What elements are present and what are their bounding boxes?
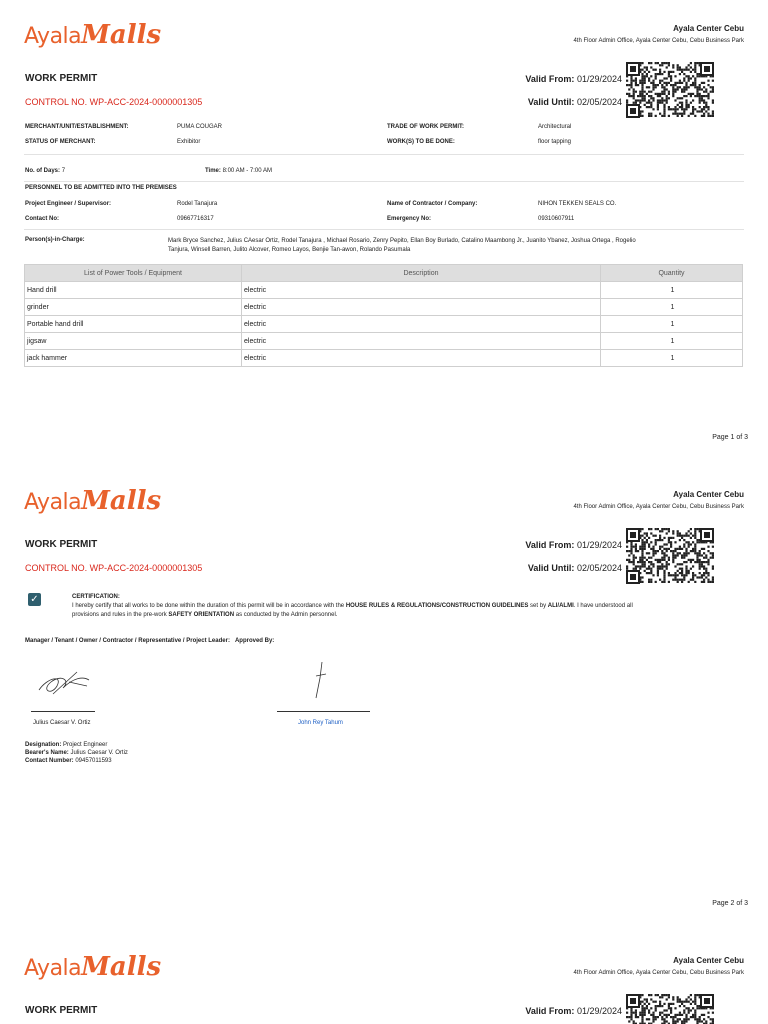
cell-tool: Hand drill — [25, 282, 242, 299]
signer-name: Julius Caesar V. Ortiz — [33, 720, 91, 726]
approver-name: John Rey Tahum — [298, 720, 343, 726]
pic-label: Person(s)-in-Charge: — [25, 237, 85, 243]
merchant-value: PUMA COUGAR — [177, 124, 223, 130]
status-value: Exhibitor — [177, 139, 201, 145]
contractor-label: Name of Contractor / Company: — [387, 201, 478, 207]
cell-quantity: 1 — [601, 350, 743, 367]
cell-description: electric — [242, 316, 601, 333]
engineer-label: Project Engineer / Supervisor: — [25, 201, 112, 207]
trade-value: Architectural — [538, 124, 572, 130]
merchant-label: MERCHANT/UNIT/ESTABLISHMENT: — [25, 124, 129, 130]
cell-tool: jack hammer — [25, 350, 242, 367]
personnel-section-title: PERSONNEL TO BE ADMITTED INTO THE PREMISES — [25, 185, 177, 191]
certification-text: I hereby certify that all works to be done within the duration of this permit will be in accordance with the HOUSE RULES & REGULATIONS/CONSTRUCTION GUIDELINES set by ALI/ALMI. I have understood all — [72, 603, 633, 609]
cell-description: electric — [242, 350, 601, 367]
divider — [24, 154, 744, 155]
table-row — [25, 350, 743, 367]
qr-code — [626, 528, 714, 584]
ayala-malls-logo: AyalaMalls — [24, 20, 162, 50]
engineer-value: Rodel Tanajura — [177, 201, 218, 207]
divider — [24, 229, 744, 230]
header-center-info — [424, 956, 744, 976]
page-title: WORK PERMIT — [25, 539, 98, 550]
cell-quantity: 1 — [601, 333, 743, 350]
trade-label: TRADE OF WORK PERMIT: — [387, 124, 464, 130]
contact-value: 09667716317 — [177, 216, 214, 222]
emergency-value: 09310607911 — [538, 216, 575, 222]
signature-image — [33, 660, 97, 704]
center-name: Ayala Center Cebu — [673, 956, 744, 965]
center-name: Ayala Center Cebu — [673, 24, 744, 33]
qr-code — [626, 994, 714, 1024]
cell-quantity: 1 — [601, 282, 743, 299]
valid-from: Valid From: 01/29/2024 — [525, 1006, 622, 1016]
page-title: WORK PERMIT — [25, 73, 98, 84]
cell-tool: jigsaw — [25, 333, 242, 350]
status-label: STATUS OF MERCHANT: — [25, 139, 96, 145]
ayala-malls-logo: AyalaMalls — [24, 486, 162, 516]
table-row — [25, 316, 743, 333]
ayala-malls-logo: AyalaMalls — [24, 952, 162, 982]
contact-label: Contact No: — [25, 216, 59, 222]
days-field: No. of Days: 7 — [25, 168, 66, 174]
cell-quantity: 1 — [601, 299, 743, 316]
center-address: 4th Floor Admin Office, Ayala Center Cebu, Cebu Business Park — [573, 504, 744, 510]
works-label: WORK(S) TO BE DONE: — [387, 139, 455, 145]
time-field: Time: 8:00 AM - 7:00 AM — [205, 168, 272, 174]
page-title: WORK PERMIT — [25, 1005, 98, 1016]
table-row — [25, 282, 743, 299]
cell-quantity: 1 — [601, 316, 743, 333]
divider — [24, 181, 744, 182]
center-address: 4th Floor Admin Office, Ayala Center Cebu, Cebu Business Park — [573, 38, 744, 44]
signature-line — [31, 711, 95, 712]
bearer-details: Designation: Project Engineer Bearer's Name: Julius Caesar V. Ortiz Contact Number: 09457011593 — [25, 742, 128, 764]
center-address: 4th Floor Admin Office, Ayala Center Cebu, Cebu Business Park — [573, 970, 744, 976]
cell-description: electric — [242, 282, 601, 299]
certification-title: CERTIFICATION: — [72, 594, 120, 600]
cell-tool: Portable hand drill — [25, 316, 242, 333]
header-center-info — [424, 24, 744, 44]
cell-tool: grinder — [25, 299, 242, 316]
certification-text-cont: provisions and rules in the pre-work SAFETY ORIENTATION as conducted by the Admin personnel. — [72, 612, 338, 618]
col-header-tools: List of Power Tools / Equipment — [25, 265, 242, 282]
contractor-value: NIHON TEKKEN SEALS CO. — [538, 201, 617, 207]
cell-description: electric — [242, 333, 601, 350]
valid-from: Valid From: 01/29/2024 — [525, 74, 622, 84]
table-row — [25, 333, 743, 350]
qr-code — [626, 62, 714, 118]
center-name: Ayala Center Cebu — [673, 490, 744, 499]
certification-block — [72, 593, 732, 620]
signatories-heading: Manager / Tenant / Owner / Contractor / Representative / Project Leader: Approved By: — [25, 638, 275, 644]
table-row — [25, 299, 743, 316]
page-number: Page 2 of 3 — [712, 900, 748, 907]
tools-table — [24, 264, 743, 367]
valid-until: Valid Until: 02/05/2024 — [527, 563, 622, 573]
cell-description: electric — [242, 299, 601, 316]
valid-from: Valid From: 01/29/2024 — [525, 540, 622, 550]
header-center-info — [424, 490, 744, 510]
approver-signature-line — [277, 711, 370, 712]
works-value: floor tapping — [538, 139, 572, 145]
col-header-description: Description — [242, 265, 601, 282]
approver-signature-image — [306, 660, 336, 700]
col-header-quantity: Quantity — [601, 265, 743, 282]
emergency-label: Emergency No: — [387, 216, 432, 222]
control-number: CONTROL NO. WP-ACC-2024-0000001305 — [25, 563, 203, 573]
page-number: Page 1 of 3 — [712, 434, 748, 441]
certification-checkbox[interactable]: ✓ — [28, 593, 41, 606]
pic-value: Mark Bryce Sanchez, Julius CAesar Ortiz, Rodel Tanajura , Michael Rosario, Zenry Pepito, Ellan Boy Burlado, Catalino Maambong Jr., Juanito Ybanez, Joshua Ortega , Rogelio Tanjura, Winsell Barren, Julito Alcover, Romeo Layos, Benjie Tan-awon, Rolando Pasumala — [168, 238, 636, 253]
control-number: CONTROL NO. WP-ACC-2024-0000001305 — [25, 97, 203, 107]
valid-until: Valid Until: 02/05/2024 — [527, 97, 622, 107]
